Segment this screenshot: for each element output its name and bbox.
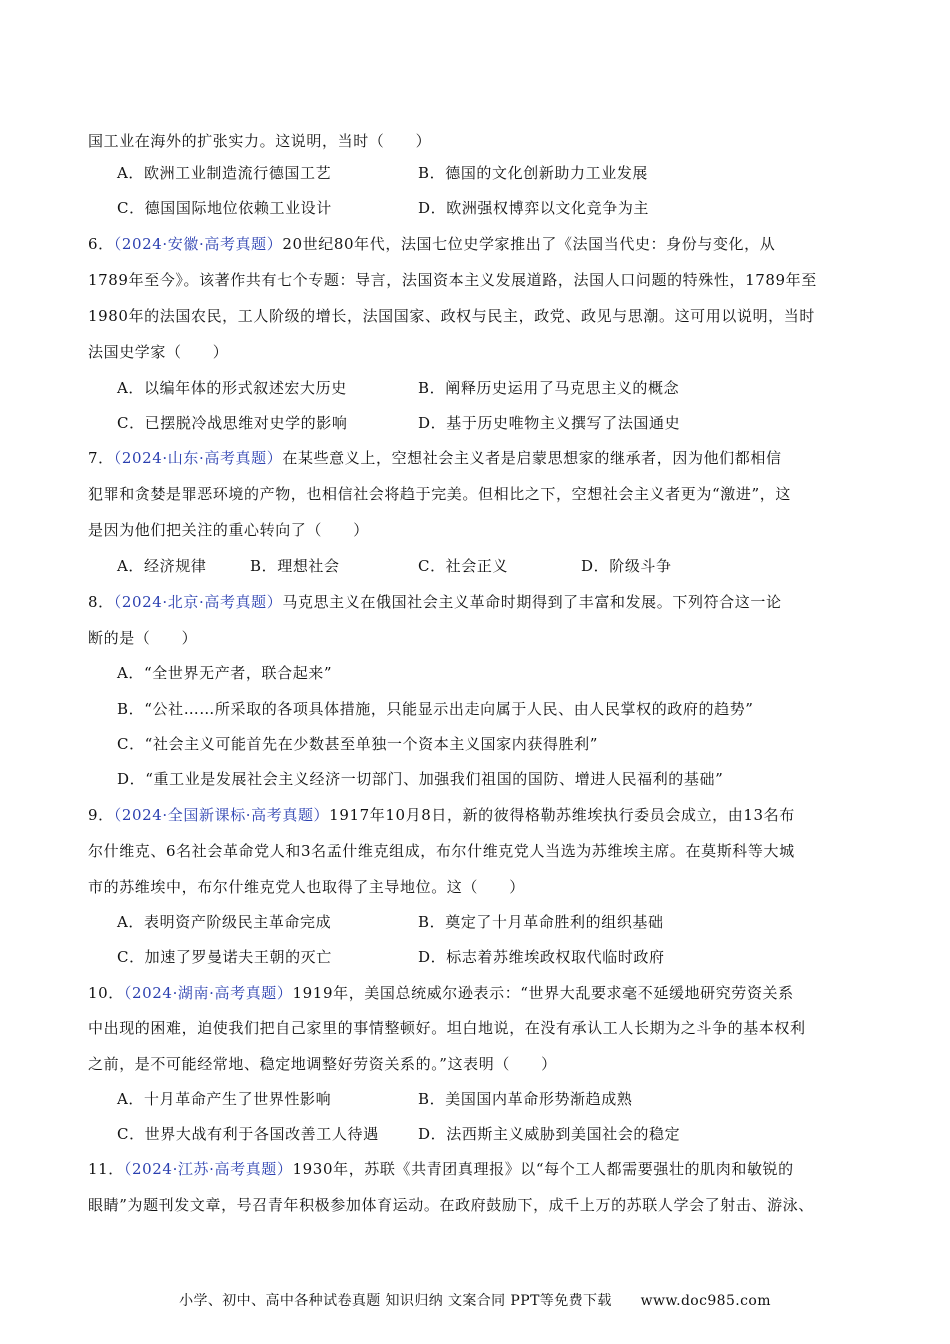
- page-footer: 小学、初中、高中各种试卷真题 知识归纳 文案合同 PPT等免费下载 www.doc985.com: [179, 1293, 771, 1309]
- question-6-stem: 6．（2024·安徽·高考真题）20世纪80年代，法国七位史学家推出了《法国当代史：身份与变化，从: [88, 235, 776, 253]
- option-b[interactable]: B．阐释历史运用了马克思主义的概念: [418, 379, 680, 397]
- question-text-line: 是因为他们把关注的重心转向了（ ）: [88, 521, 369, 539]
- question-text-line: 市的苏维埃中，布尔什维克党人也取得了主导地位。这（ ）: [88, 878, 525, 896]
- option-c[interactable]: C．世界大战有利于各国改善工人待遇: [117, 1125, 379, 1143]
- question-8-stem: 8．（2024·北京·高考真题）马克思主义在俄国社会主义革命时期得到了丰富和发展。下列符合这一论: [88, 593, 782, 611]
- question-text-line: 1789年至今》。该著作共有七个专题：导言，法国资本主义发展道路，法国人口问题的特殊性，1789年至: [88, 271, 817, 289]
- option-b[interactable]: B．理想社会: [250, 557, 340, 575]
- question-text-line: 1980年的法国农民，工人阶级的增长，法国国家、政权与民主，政党、政见与思潮。这可用以说明，当时: [88, 307, 815, 325]
- option-d[interactable]: D．基于历史唯物主义撰写了法国通史: [418, 414, 681, 432]
- question-source: （2024·山东·高考真题）: [113, 449, 283, 467]
- option-d[interactable]: D．阶级斗争: [581, 557, 672, 575]
- question-text-line: 犯罪和贪婪是罪恶环境的产物，也相信社会将趋于完美。但相比之下，空想社会主义者更为“激进”，这: [88, 485, 791, 503]
- option-c[interactable]: C．已摆脱冷战思维对史学的影响: [117, 414, 348, 432]
- question-text-line: 之前，是不可能经常地、稳定地调整好劳资关系的。”这表明（ ）: [88, 1055, 557, 1073]
- question-text-line: 法国史学家（ ）: [88, 343, 229, 361]
- question-text-line: 眼睛”为题刊发文章，号召青年积极参加体育运动。在政府鼓励下，成千上万的苏联人学会了射击、游泳、: [88, 1196, 814, 1214]
- question-text-line: 尔什维克、6名社会革命党人和3名孟什维克组成，布尔什维克党人当选为苏维埃主席。在莫斯科等大城: [88, 842, 795, 860]
- option-c[interactable]: C．社会正义: [418, 557, 509, 575]
- question-source: （2024·湖南·高考真题）: [123, 984, 293, 1002]
- option-b[interactable]: B．“公社……所采取的各项具体措施，只能显示出走向属于人民、由人民掌权的政府的趋势”: [117, 700, 754, 718]
- option-c[interactable]: C．“社会主义可能首先在少数甚至单独一个资本主义国家内获得胜利”: [117, 735, 599, 753]
- question-source: （2024·江苏·高考真题）: [123, 1160, 293, 1178]
- question-9-stem: 9．（2024·全国新课标·高考真题）1917年10月8日，新的彼得格勒苏维埃执行委员会成立，由13名布: [88, 806, 795, 824]
- question-source: （2024·安徽·高考真题）: [113, 235, 283, 253]
- option-a[interactable]: A．“全世界无产者，联合起来”: [117, 664, 333, 682]
- option-d[interactable]: D．“重工业是发展社会主义经济一切部门、加强我们祖国的国防、增进人民福利的基础”: [117, 770, 724, 788]
- option-d[interactable]: D．法西斯主义威胁到美国社会的稳定: [418, 1125, 681, 1143]
- option-d[interactable]: D．欧洲强权博弈以文化竞争为主: [418, 199, 650, 217]
- question-source: （2024·北京·高考真题）: [113, 593, 283, 611]
- question-text-line: 断的是（ ）: [88, 629, 198, 647]
- option-a[interactable]: A．经济规律: [117, 557, 207, 575]
- question-11-stem: 11．（2024·江苏·高考真题）1930年，苏联《共青团真理报》以“每个工人都需要强壮的肌肉和敏锐的: [88, 1160, 794, 1178]
- option-c[interactable]: C．加速了罗曼诺夫王朝的灭亡: [117, 948, 332, 966]
- question-7-stem: 7．（2024·山东·高考真题）在某些意义上，空想社会主义者是启蒙思想家的继承者，因为他们都相信: [88, 449, 782, 467]
- option-d[interactable]: D．标志着苏维埃政权取代临时政府: [418, 948, 665, 966]
- option-a[interactable]: A．欧洲工业制造流行德国工艺: [117, 164, 332, 182]
- question-source: （2024·全国新课标·高考真题）: [113, 806, 330, 824]
- question-text-line: 中出现的困难，迫使我们把自己家里的事情整顿好。坦白地说，在没有承认工人长期为之斗争的基本权利: [88, 1019, 806, 1037]
- option-b[interactable]: B．奠定了十月革命胜利的组织基础: [418, 913, 664, 931]
- question-text-line: 国工业在海外的扩张实力。这说明，当时（ ）: [88, 132, 432, 150]
- option-a[interactable]: A．十月革命产生了世界性影响: [117, 1090, 332, 1108]
- option-c[interactable]: C．德国国际地位依赖工业设计: [117, 199, 332, 217]
- option-a[interactable]: A．表明资产阶级民主革命完成: [117, 913, 332, 931]
- option-b[interactable]: B．美国国内革命形势渐趋成熟: [418, 1090, 633, 1108]
- option-a[interactable]: A．以编年体的形式叙述宏大历史: [117, 379, 347, 397]
- question-10-stem: 10．（2024·湖南·高考真题）1919年，美国总统威尔逊表示：“世界大乱要求毫不延缓地研究劳资关系: [88, 984, 794, 1002]
- option-b[interactable]: B．德国的文化创新助力工业发展: [418, 164, 649, 182]
